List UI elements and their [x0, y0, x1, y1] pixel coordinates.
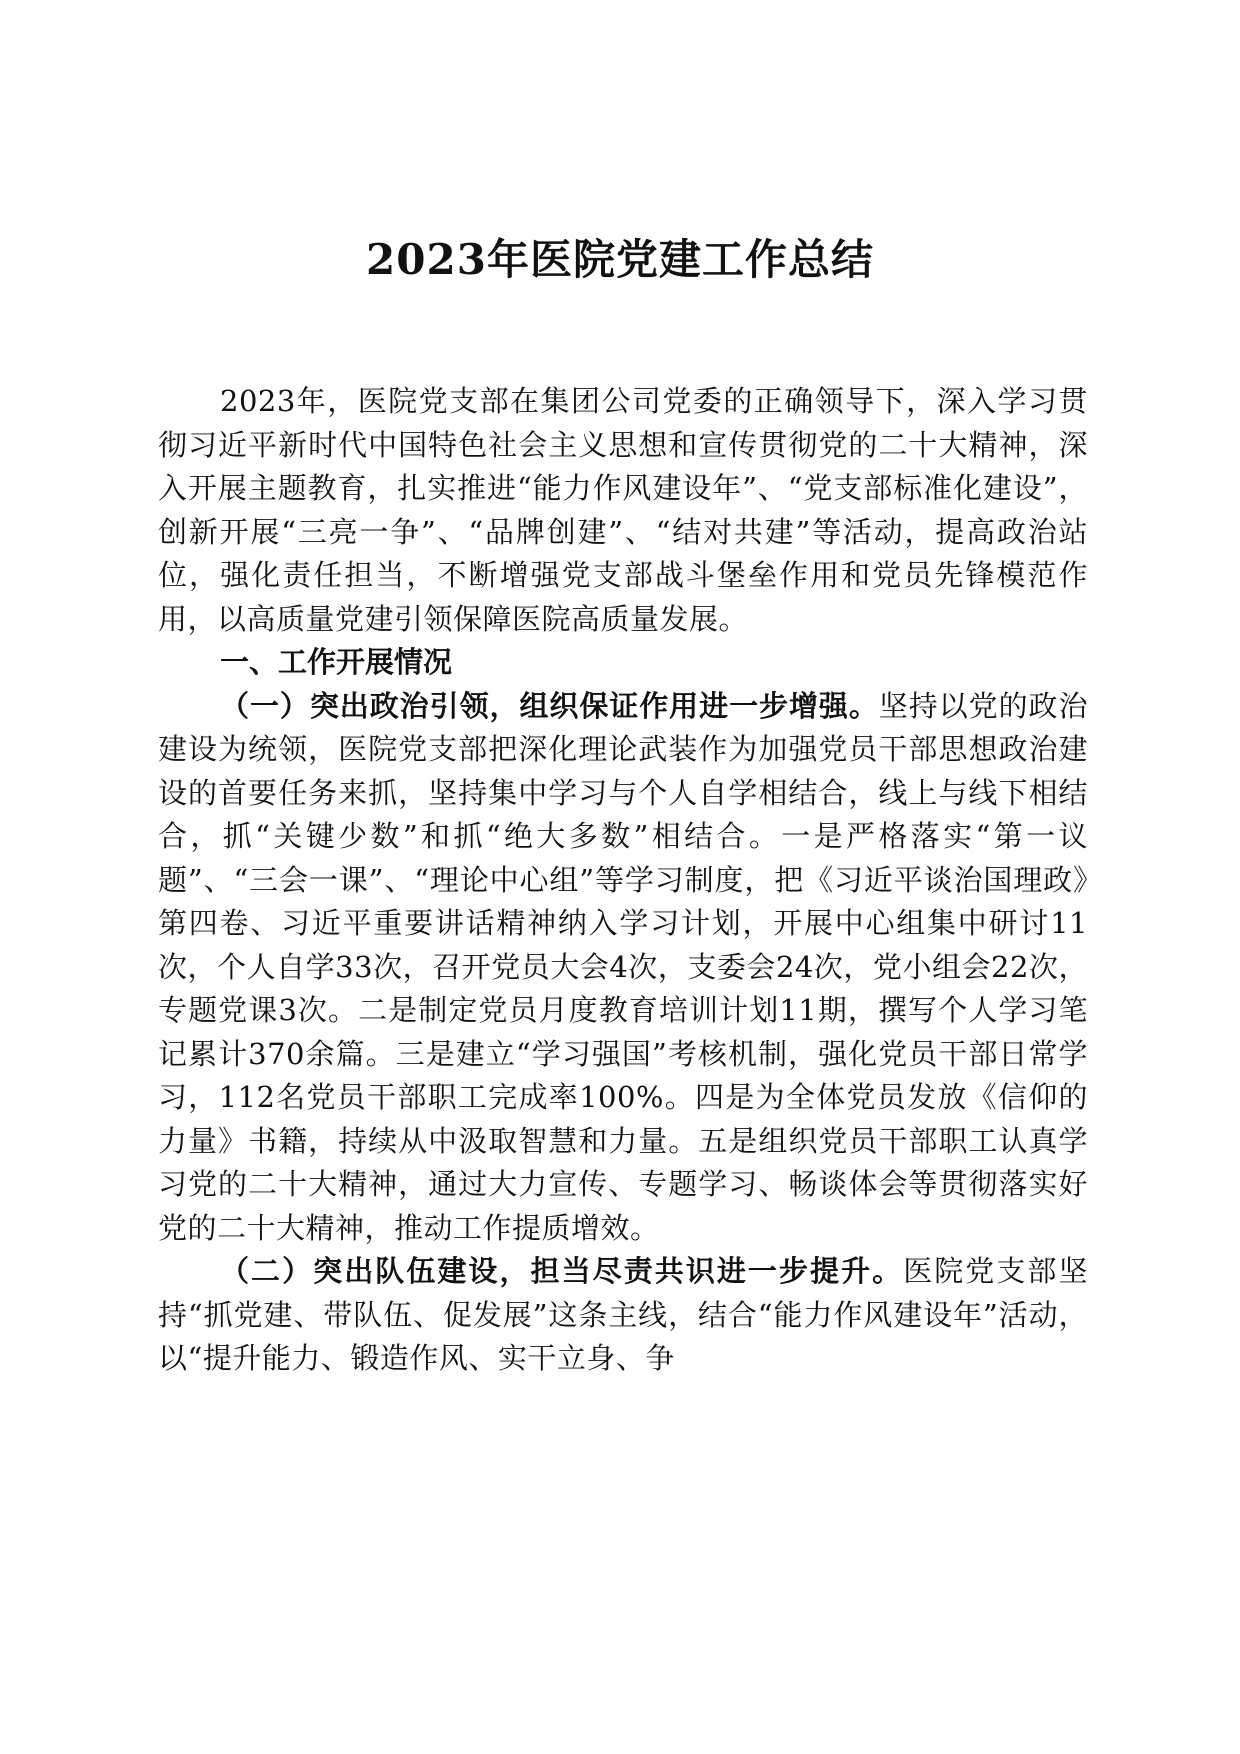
section-heading-work-progress: 一、工作开展情况	[220, 645, 453, 679]
subsection-2-body: 医院党支部坚持“抓党建、带队伍、促发展”这条主线，结合“能力作风建设年”活动，以“提升能力、锻造作风、实干立身、争	[158, 1254, 1088, 1375]
subsection-1-lead: （一）突出政治引领，组织保证作用进一步增强。	[220, 688, 879, 723]
subsection-2-lead: （二）突出队伍建设，担当尽责共识进一步提升。	[220, 1254, 904, 1288]
subsection-1-body: 坚持以党的政治建设为统领，医院党支部把深化理论武装作为加强党员干部思想政治建设的首要任务来抓，坚持集中学习与个人自学相结合，线上与线下相结合，抓“关键少数”和抓“绝大多数”相结合。一是严格落实“第一议题”、“三会一课”、“理论中心组”等学习制度，把《习近平谈治国理政》第四卷、习近平重要讲话精神纳入学习计划，开展中心组集中研讨11次，个人自学33次，召开党员大会4次，支委会24次，党小组会22次，专题党课3次。二是制定党员月度教育培训计划11期，撰写个人学习笔记累计370余篇。三是建立“学习强国”考核机制，强化党员干部日常学习，112名党员干部职工完成率100%。四是为全体党员发放《信仰的力量》书籍，持续从中汲取智慧和力量。五是组织党员干部职工认真学习党的二十大精神，通过大力宣传、专题学习、畅谈体会等贯彻落实好党的二十大精神，推动工作提质增效。	[158, 688, 1088, 1245]
intro-paragraph: 2023年，医院党支部在集团公司党委的正确领导下，深入学习贯彻习近平新时代中国特色社会主义思想和宣传贯彻党的二十大精神，深入开展主题教育，扎实推进“能力作风建设年”、“党支部标准化建设”，创新开展“三亮一争”、“品牌创建”、“结对共建”等活动，提高政治站位，强化责任担当，不断增强党支部战斗堡垒作用和党员先锋模范作用，以高质量党建引领保障医院高质量发展。	[158, 384, 1088, 636]
document-title: 2023年医院党建工作总结	[366, 235, 874, 284]
document-body	[158, 380, 1088, 1381]
subsection-2-paragraph	[158, 1250, 1088, 1381]
subsection-1-paragraph	[158, 685, 1088, 1251]
